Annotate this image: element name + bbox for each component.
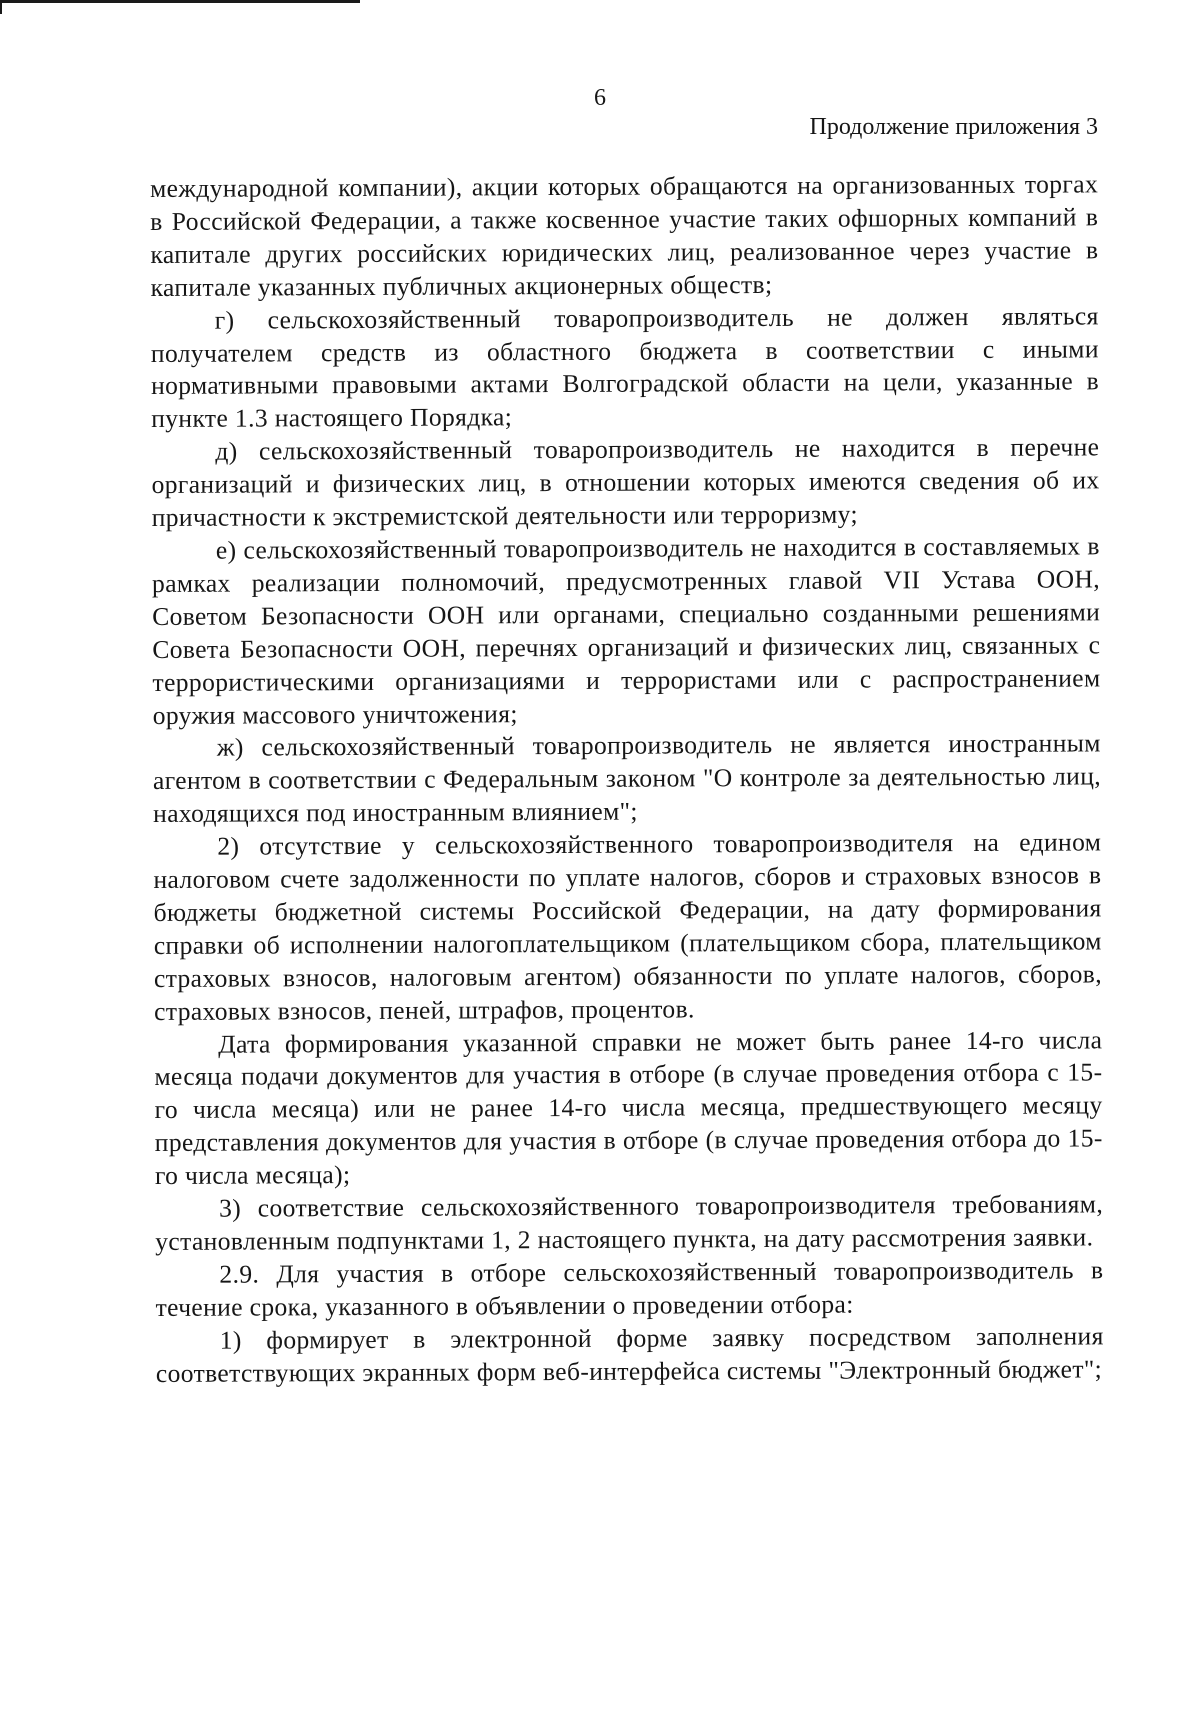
paragraph-continuation: международной компании), акции которых обращаются на организованных торгах в Российской Федерации, а также косвенное участие таких офшорных компаний в капитале других российских юридических лиц, реализованное через участие в капитале указанных публичных акционерных обществ; (150, 169, 1099, 302)
scan-edge-top (0, 0, 360, 3)
paragraph-g: г) сельскохозяйственный товаропроизводитель не должен являться получателем средств из областного бюджета в соответствии с иными нормативными правовыми актами Волгоградской области на цели, указанные в пункте 1.3 настоящего Порядка; (150, 300, 1100, 434)
paragraph-e: е) сельскохозяйственный товаропроизводитель не находится в составляемых в рамках реализации полномочий, предусмотренных главой VII Устава ООН, Советом Безопасности ООН или органами, специально созданными решениями Совета Безопасности ООН, перечнях организаций и физических лиц, связанных с террористическими организациями и террористами или с распространением оружия массового уничтожения; (151, 531, 1101, 730)
scan-edge-left (0, 0, 2, 14)
page-number: 6 (594, 85, 606, 111)
paragraph-3: 3) соответствие сельскохозяйственного товаропроизводителя требованиям, установленным подпунктами 1, 2 настоящего пункта, на дату рассмотрения заявки. (155, 1189, 1104, 1256)
paragraph-2-9-1: 1) формирует в электронной форме заявку посредством заполнения соответствующих экранных форм веб-интерфейса системы "Электронный бюджет"; (155, 1321, 1104, 1388)
paragraph-2: 2) отсутствие у сельскохозяйственного товаропроизводителя на едином налоговом счете задолженности по уплате налогов, сборов и страховых взносов в бюджеты бюджетной системы Российской Федерации, на дату формирования справки об исполнении налогоплательщиком (плательщиком сбора, плательщиком страховых взносов, налоговым агентом) обязанности по уплате налогов, сборов, страховых взносов, пеней, штрафов, процентов. (153, 827, 1102, 1026)
continuation-header: Продолжение приложения 3 (809, 114, 1098, 140)
paragraph-2-9: 2.9. Для участия в отборе сельскохозяйственный товаропроизводитель в течение срока, указанного в объявлении о проведении отбора: (155, 1255, 1104, 1322)
paragraph-date: Дата формирования указанной справки не может быть ранее 14-го числа месяца подачи документов для участия в отборе (в случае проведения отбора с 15-го числа месяца) или не ранее 14-го числа месяца, предшествующего месяцу представления документов для участия в отборе (в случае проведения отбора до 15-го числа месяца); (154, 1024, 1103, 1191)
paragraph-d: д) сельскохозяйственный товаропроизводитель не находится в перечне организаций и физических лиц, в отношении которых имеются сведения об их причастности к экстремистской деятельности или терроризму; (151, 432, 1100, 533)
paragraph-zh: ж) сельскохозяйственный товаропроизводитель не является иностранным агентом в соответствии с Федеральным законом "О контроле за деятельностью лиц, находящихся под иностранным влиянием"; (152, 728, 1102, 829)
document-body (150, 168, 1104, 1390)
